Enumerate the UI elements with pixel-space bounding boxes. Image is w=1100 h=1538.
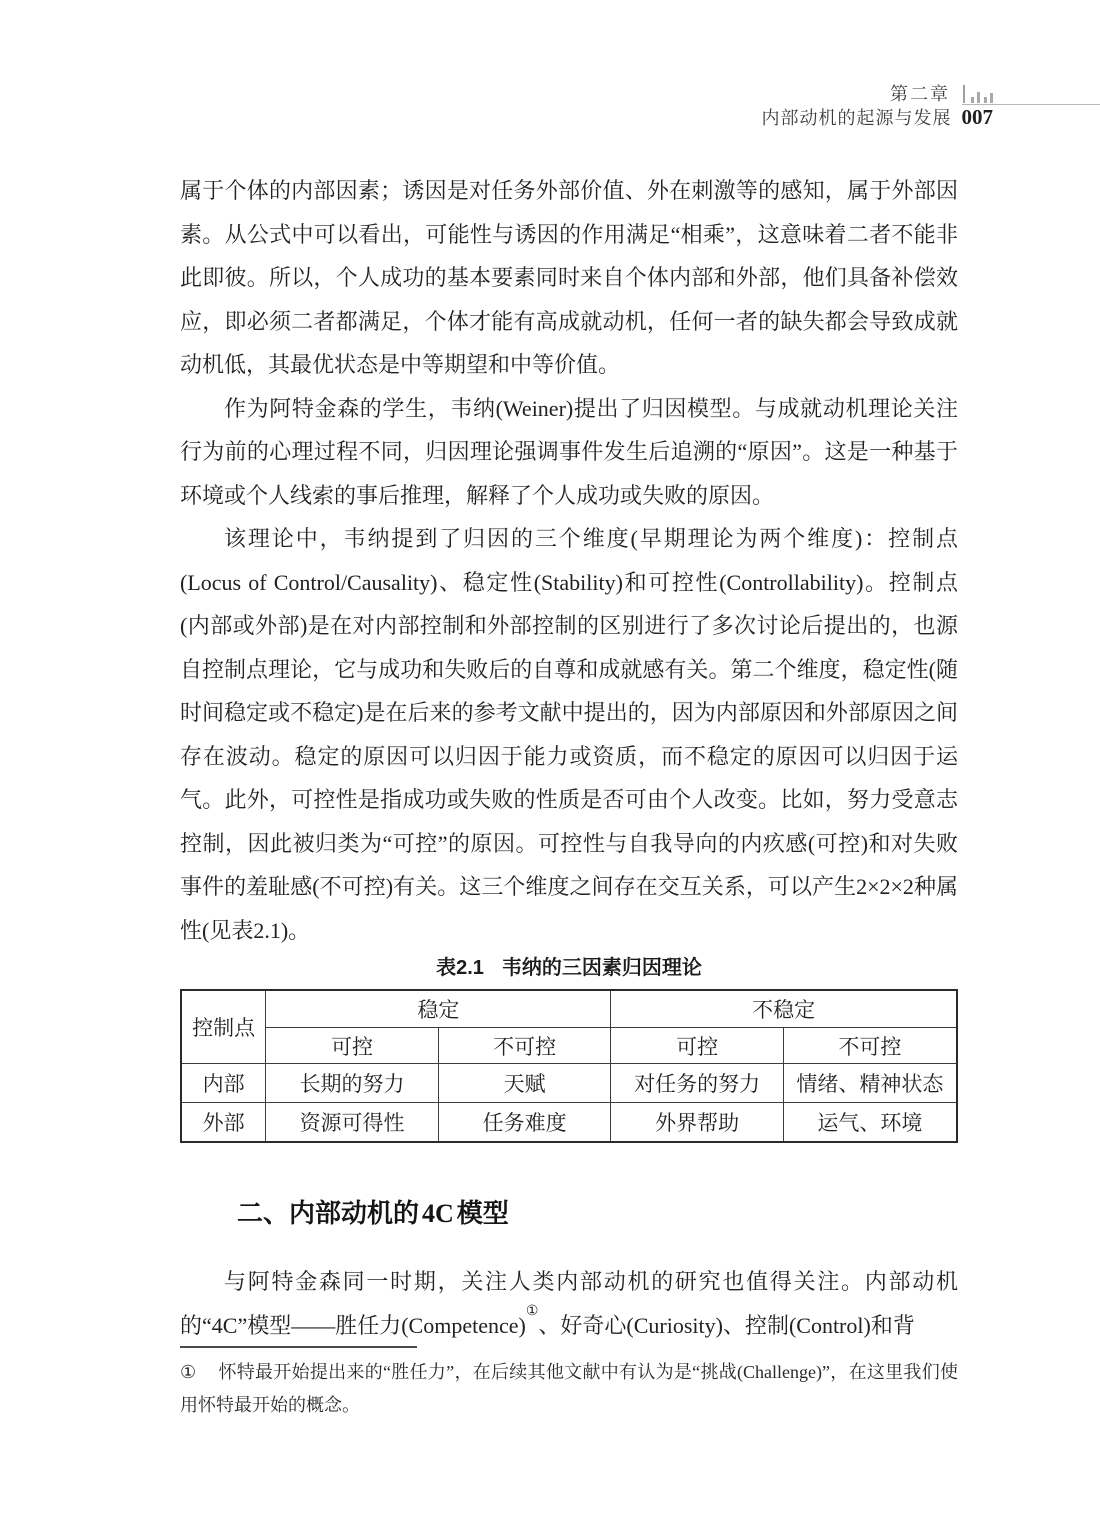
row-label-external: 外部 <box>181 1103 266 1143</box>
paragraph-weiner-intro: 作为阿特金森的学生，韦纳(Weiner)提出了归因模型。与成就动机理论关注行为前的心理过程不同，归因理论强调事件发生后追溯的“原因”。这是一种基于环境或个人线索的事后推理，解释了个人成功或失败的原因。 <box>180 395 958 508</box>
running-header-chapter: 第二章 <box>890 84 950 104</box>
footnote-reference-mark: ① <box>525 1304 539 1320</box>
table-caption-number: 表2.1 <box>436 957 484 979</box>
section-heading-zh-post: 模型 <box>456 1198 509 1228</box>
bar-chart-icon <box>962 84 1008 104</box>
footnote-marker: ① <box>180 1362 197 1382</box>
paragraph-4c-text-pre: 与阿特金森同一时期，关注人类内部动机的研究也值得关注。内部动机的“4C”模型——胜任力(Competence) <box>180 1269 958 1338</box>
running-header-title: 内部动机的起源与发展 <box>761 108 952 128</box>
table-row <box>181 1028 957 1064</box>
footnote-block <box>180 1346 958 1422</box>
table-row <box>181 1064 957 1103</box>
table-group-header-unstable: 不稳定 <box>611 990 957 1028</box>
table-cell: 情绪、精神状态 <box>783 1064 957 1103</box>
table-cell: 运气、环境 <box>783 1103 957 1143</box>
table-subheader: 不可控 <box>783 1028 957 1064</box>
table-corner-header: 控制点 <box>181 990 266 1064</box>
table-cell: 资源可得性 <box>266 1103 439 1143</box>
row-label-internal: 内部 <box>181 1064 266 1103</box>
section-heading-4c-model <box>180 1193 958 1234</box>
paragraph-expectancy-value: 属于个体的内部因素；诱因是对任务外部价值、外在刺激等的感知，属于外部因素。从公式中可以看出，可能性与诱因的作用满足“相乘”，这意味着二者不能非此即彼。所以，个人成功的基本要素同时来自个体内部和外部，他们具备补偿效应，即必须二者都满足，个体才能有高成就动机，任何一者的缺失都会导致成就动机低，其最优状态是中等期望和中等价值。 <box>180 178 958 377</box>
table-cell: 外界帮助 <box>611 1103 784 1143</box>
section-heading-zh-pre: 二、内部动机的 <box>237 1198 420 1228</box>
paragraph-three-dimensions: 该理论中，韦纳提到了归因的三个维度(早期理论为两个维度)：控制点(Locus of Control/Causality)、稳定性(Stability)和可控性(Controllability)。控制点(内部或外部)是在对内部控制和外部控制的区别进行了多次讨论后提出的，也源自控制点理论，它与成功和失败后的自尊和成就感有关。第二个维度，稳定性(随时间稳定或不稳定)是在后来的参考文献中提出的，因为内部原因和外部原因之间存在波动。稳定的原因可以归因于能力或资质，而不稳定的原因可以归因于运气。此外，可控性是指成功或失败的性质是否可由个人改变。比如，努力受意志控制，因此被归类为“可控”的原因。可控性与自我导向的内疚感(可控)和对失败事件的羞耻感(不可控)有关。这三个维度之间存在交互关系，可以产生2×2×2种属性(见表2.1)。 <box>180 526 958 943</box>
table-cell: 天赋 <box>438 1064 611 1103</box>
table-group-header-stable: 稳定 <box>266 990 611 1028</box>
table-cell: 长期的努力 <box>266 1064 439 1103</box>
footnote-content: 怀特最开始提出来的“胜任力”，在后续其他文献中有认为是“挑战(Challenge)”，在这里我们使用怀特最开始的概念。 <box>180 1362 959 1415</box>
table-row <box>181 1103 957 1143</box>
table-caption-title: 韦纳的三因素归因理论 <box>501 957 702 979</box>
table-row <box>181 990 957 1028</box>
table-cell: 任务难度 <box>438 1103 611 1143</box>
table-subheader: 可控 <box>266 1028 439 1064</box>
table-subheader: 可控 <box>611 1028 784 1064</box>
table-cell: 对任务的努力 <box>611 1064 784 1103</box>
attribution-table <box>180 989 958 1143</box>
running-header-title-row <box>762 104 994 130</box>
table-caption <box>180 952 958 984</box>
table-subheader: 不可控 <box>438 1028 611 1064</box>
paragraph-4c-text-post: 、好奇心(Curiosity)、控制(Control)和背 <box>538 1312 915 1338</box>
footnote-divider <box>180 1346 417 1348</box>
footnote-text <box>180 1356 958 1422</box>
paragraph-4c-intro <box>180 1260 958 1347</box>
page-number: 007 <box>961 105 993 129</box>
section-heading-en: 4C <box>422 1199 454 1228</box>
text-column <box>180 169 958 1347</box>
header-rule <box>962 84 1100 105</box>
